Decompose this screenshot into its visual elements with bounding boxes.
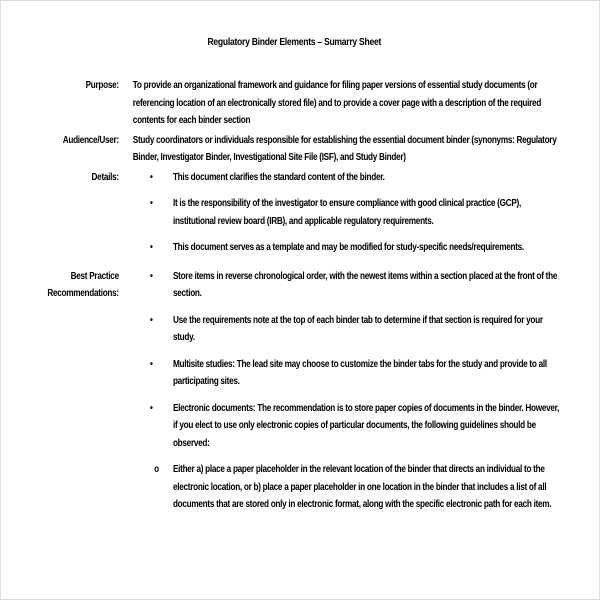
bullet-text: This document serves as a template and may be modified for study-specific needs/requirements. bbox=[172, 242, 524, 253]
bullet-text: Store items in reverse chronological order, with the newest items within a section placed at the front of the section. bbox=[172, 270, 558, 299]
bullet-icon: • bbox=[150, 402, 153, 414]
purpose-content bbox=[133, 77, 562, 130]
bullet-icon: • bbox=[150, 242, 153, 253]
audience-user-label: Audience/User: bbox=[62, 134, 119, 146]
bullet-icon: • bbox=[150, 198, 153, 209]
bullet-item bbox=[133, 195, 562, 230]
purpose-text: To provide an organizational framework and guidance for filing paper versions of essential study documents (or referencing location of an electronically stored file) and to provide a cover page with a description of the required contents for each binder section bbox=[132, 80, 542, 126]
bullet-item bbox=[133, 268, 562, 303]
bullet-text: Electronic documents: The recommendation is to store paper copies of documents in the binder. However, if you elect to use only electronic copies of particular documents, the following guidelines should be observed: bbox=[172, 402, 560, 449]
bullet-text: It is the responsibility of the investigator to ensure compliance with good clinical practice (GCP), institutional review board (IRB), and applicable regulatory requirements. bbox=[172, 198, 521, 227]
section-audience-user bbox=[27, 132, 561, 167]
bullet-item bbox=[133, 312, 562, 347]
details-label: Details: bbox=[91, 171, 119, 183]
bullet-icon: • bbox=[150, 314, 153, 326]
section-details bbox=[27, 169, 561, 266]
best-practice-recommendations-label: Best Practice Recommendations: bbox=[47, 270, 119, 299]
bullet-icon: • bbox=[150, 358, 153, 370]
audience-user-content bbox=[133, 132, 562, 167]
document-title: Regulatory Binder Elements – Sumarry Sheet bbox=[207, 36, 382, 48]
details-bullet-list bbox=[133, 169, 562, 266]
bullet-item bbox=[133, 400, 562, 453]
sub-bullet-item bbox=[133, 461, 562, 514]
purpose-label: Purpose: bbox=[85, 80, 119, 91]
bullet-text: Use the requirements note at the top of each binder tab to determine if that section is required for your study. bbox=[172, 314, 543, 343]
bullet-item bbox=[133, 169, 562, 187]
bullet-item bbox=[133, 356, 562, 391]
sub-bullet-icon: o bbox=[154, 464, 159, 475]
bullet-item bbox=[133, 239, 562, 257]
section-best-practice-recommendations bbox=[27, 268, 561, 523]
best-practice-bullet-list bbox=[133, 268, 562, 523]
bullet-icon: • bbox=[150, 171, 153, 183]
audience-user-text: Study coordinators or individuals responsible for establishing the essential document binder (synonyms: Regulatory Binder, Investigator Binder, Investigational Site File (ISF), and Study Binder) bbox=[132, 134, 557, 163]
bullet-text: Multisite studies: The lead site may choose to customize the binder tabs for the study and provide to all participating sites. bbox=[172, 358, 547, 387]
section-purpose bbox=[27, 77, 561, 130]
bullet-icon: • bbox=[150, 270, 153, 282]
bullet-text: This document clarifies the standard content of the binder. bbox=[172, 171, 385, 183]
sub-bullet-text: Either a) place a paper placeholder in the relevant location of the binder that directs an individual to the electronic location, or b) place a paper placeholder in one location in the binder that includes a list of all documents that are stored only in electronic format, along with the specific electronic path for each item. bbox=[172, 464, 552, 510]
